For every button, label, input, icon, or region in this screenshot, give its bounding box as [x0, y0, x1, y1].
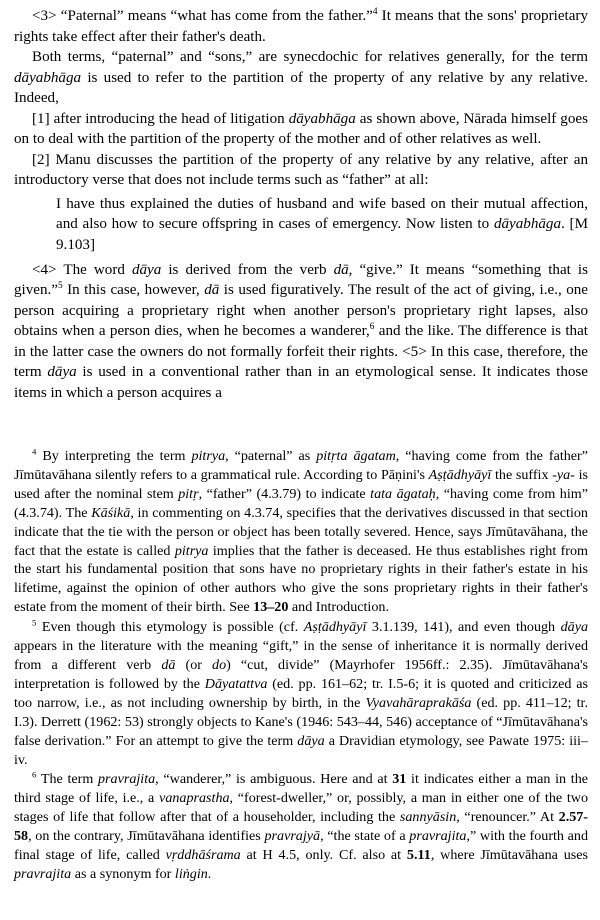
text-run: is used figuratively. The result of the act of giving, i.e., one person acquiring a proprietary right when another person's proprietary right lapses, also obtains when a person dies, when he becomes a wanderer, [14, 282, 588, 340]
term: Dāyatattva [204, 675, 268, 692]
paragraph-daya [14, 260, 588, 404]
term: Kāśikā [91, 504, 131, 521]
term: vanaprastha [159, 790, 230, 807]
text-run: is used after the nominal stem [14, 466, 588, 502]
paragraph-synecdoche [14, 47, 588, 109]
footnote-6 [14, 770, 588, 883]
paragraph-narada [14, 109, 588, 150]
paragraph-manu [14, 150, 588, 191]
footnotes [14, 447, 588, 884]
text-run: ,” with the fourth and final stage of life, called [14, 828, 588, 864]
term: dā [161, 656, 176, 673]
text-run: , “the state of a [320, 828, 410, 845]
term: dāyabhāga [288, 110, 356, 127]
term: pravrajita [98, 771, 156, 788]
paragraph-paternal [14, 6, 588, 47]
term: pravrajita [409, 828, 467, 845]
text-run: , on the contrary, Jīmūtavāhana identifies [28, 828, 265, 845]
text-run: . [M 9.103] [56, 216, 588, 254]
term: dāya [297, 732, 325, 749]
term: pravrajyā [264, 828, 321, 845]
term: pitṛta āgatam [316, 448, 396, 464]
text-run: ) “cut, divide” (Mayrhofer 1956ff.: 2.35). Jīmūtavāhana's interpretation is followed by the [14, 656, 588, 692]
term: pravrajita [14, 865, 72, 882]
term: dā [204, 282, 220, 299]
text-run: , “father” (4.3.79) to indicate [198, 485, 371, 502]
text-run: (ed. pp. 161–62; tr. I.5-6; it is quoted and criticized as too narrow, i.e., as not including ownership by birth, in the [14, 675, 588, 711]
term: Aṣṭādhyāyī [303, 619, 367, 636]
text-run: implies that the father is deceased. He thus establishes right from the start his fundamental position that sons have no proprietary rights in their father's estate in his lifetime, against the opinion of other authors who give the sons proprietary rights in their father's estate from the moment of their birth. See [14, 542, 589, 616]
footnote-ref-4[interactable]: 4 [372, 6, 378, 17]
term: tata āgataḥ [370, 485, 436, 502]
text-run: , in commenting on 4.3.74, specifies that the derivatives discussed in that section indicate that the tie with the person or object has been totally severed. Hence, says Jīmūtavāhana, the fact that the estate is called [14, 504, 588, 559]
footnote-number: 5 [32, 617, 37, 628]
text-run: and Introduction. [288, 599, 389, 616]
text-run: , “paternal” as [225, 448, 317, 464]
text-run: , “having come from him” (4.3.74). The [14, 485, 588, 521]
text-run: The term [36, 771, 98, 788]
text-run: In this case, however, [62, 282, 205, 299]
text-run: appears in the literature with the meaning “gift,” in the sense of inheritance it is normally derived from a different verb [14, 638, 588, 673]
text-run: , “renouncer.” At [456, 809, 559, 826]
term: liṅgin [174, 865, 208, 882]
term: pitrya [174, 542, 209, 559]
term: dāya [560, 619, 588, 636]
text-run: 3.1.139, 141), and even though [366, 619, 561, 636]
footnote-4 [14, 447, 588, 617]
text-run: <4> The word [32, 261, 132, 278]
main-text [14, 6, 588, 403]
term: vṛddhāśrama [165, 847, 241, 864]
footnote-number: 4 [32, 446, 37, 457]
term: -ya- [552, 466, 575, 483]
text-run: is used in a conventional rather than in an etymological sense. It indicates those items in which a person acquires a [14, 364, 588, 401]
text-run: Both terms, “paternal” and “sons,” are synecdochic for relatives generally, for the term [32, 49, 588, 66]
term: dāyabhāga [14, 69, 82, 86]
term: sannyāsin [399, 809, 457, 826]
text-run: it indicates either a man in the third stage of life, i.e., a [14, 771, 588, 807]
footnote-5 [14, 618, 588, 769]
text-run: as shown above, Nārada himself goes on to deal with the partition of the property of the mother and of other relatives as well. [14, 110, 588, 148]
text-run: , “wanderer,” is ambiguous. Here and at [155, 771, 393, 788]
text-run: and the like. The difference is that in the latter case the owners do not formally forfeit their rights. <5> In this case, therefore, the term [14, 323, 588, 381]
text-run: , “having come from the father” Jīmūtavāhana silently refers to a grammatical rule. According to Pāṇini's [14, 448, 588, 483]
text-run: <3> “Paternal” means “what has come from the father.” [32, 8, 373, 24]
text-run: as a synonym for [71, 865, 175, 882]
text-run: the suffix [491, 466, 553, 483]
cross-reference[interactable]: 13–20 [253, 599, 289, 616]
term: do [212, 656, 227, 673]
text-run: a Dravidian etymology, see Pawate 1975: iii–iv. [14, 732, 589, 768]
text-run: It means that the sons' proprietary rights take effect after their father's death. [14, 8, 588, 45]
text-run: (or [175, 656, 213, 673]
term: dāyabhāga [493, 216, 562, 233]
term: Aṣṭādhyāyī [428, 466, 492, 483]
text-run: (ed. pp. 411–12; tr. I.3). Derrett (1962: 53) strongly objects to Kane's (1946: 543–44, 546) acceptance of “Jīmūtavāhana's false derivation.” For an attempt to give the term [14, 694, 588, 749]
cross-reference[interactable]: 31 [392, 771, 407, 788]
block-quote [56, 194, 588, 256]
text-run: . [207, 865, 212, 882]
text-run: at H 4.5, only. Cf. also at [240, 847, 407, 864]
footnote-number: 6 [32, 769, 37, 780]
term: dā [333, 261, 349, 278]
term: dāya [47, 364, 77, 381]
text-run: By interpreting the term [36, 448, 192, 464]
text-run: , where Jīmūtavāhana uses [430, 847, 588, 864]
cross-reference[interactable]: 5.11 [406, 847, 431, 864]
term: pitṛ [178, 485, 199, 502]
text-run: [2] Manu discusses the partition of the property of any relative by any relative, after an introductory verse that does not include terms such as “father” at all: [14, 151, 588, 189]
text-run: I have thus explained the duties of husband and wife based on their mutual affection, and also how to secure offspring in cases of emergency. Now listen to [56, 195, 588, 233]
cross-reference[interactable]: 2.57-58 [14, 809, 588, 845]
footnote-ref-5[interactable]: 5 [58, 281, 63, 292]
term: dāya [131, 261, 162, 278]
term: Vyavahāraprakāśa [365, 694, 472, 711]
text-run: , “forest-dweller,” or, possibly, a man in either one of the two stages of life that follow after that of a householder, including the [14, 790, 589, 826]
text-run: is derived from the verb [161, 261, 334, 278]
footnote-ref-6[interactable]: 6 [369, 322, 375, 333]
text-run: [1] after introducing the head of litigation [32, 110, 289, 127]
term: pitrya [191, 448, 226, 464]
text-run: , “give.” It means “something that is given.” [14, 261, 588, 299]
text-run: Even though this etymology is possible (cf. [36, 619, 304, 636]
text-run: is used to refer to the partition of the property of any relative by any relative. Indeed, [14, 69, 588, 107]
